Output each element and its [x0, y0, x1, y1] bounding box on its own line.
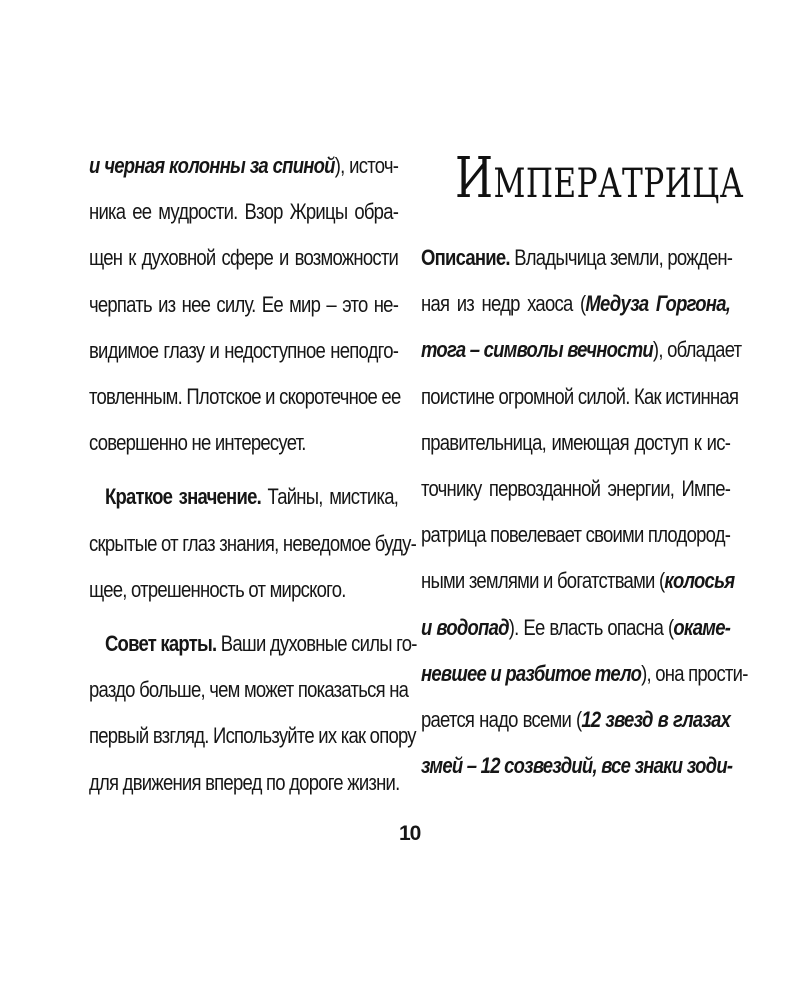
body-text: ), обладает	[652, 337, 742, 363]
emphasis-text: тога – символы вечности	[421, 337, 653, 363]
page-number: 10	[399, 822, 421, 845]
body-text: ная из недр хаоса (	[421, 291, 586, 317]
body-text: ника ее мудрости. Взор Жрицы обра-	[89, 199, 399, 225]
text-line	[421, 420, 730, 466]
text-line	[89, 374, 401, 420]
left-column	[89, 143, 417, 806]
title-text: ИМПЕРАТРИЦА	[455, 146, 744, 211]
text-line	[421, 374, 739, 420]
emphasis-text: невшее и разбитое тело	[421, 660, 642, 686]
body-text: правительница, имеющая доступ к ис-	[421, 429, 731, 455]
text-line	[421, 512, 730, 558]
emphasis-text: Медуза Горгона,	[585, 291, 731, 317]
text-line	[421, 605, 730, 651]
short-meaning-line: щее, отрешенность от мирского.	[89, 576, 346, 602]
text-line	[89, 282, 398, 328]
description-label: Описание.	[421, 245, 515, 270]
text-line	[421, 651, 748, 697]
text-line	[421, 235, 733, 281]
emphasis-text: и черная колонны за спиной	[89, 153, 335, 178]
body-text: черпать из нее силу. Ее мир – это не-	[89, 291, 399, 317]
card-advice-line: раздо больше, чем может показаться на	[89, 677, 409, 703]
text-line	[421, 327, 742, 373]
body-text: ), источ-	[334, 153, 399, 178]
body-text: ), она прости-	[641, 660, 748, 686]
body-text: точнику первозданной энергии, Импе-	[421, 476, 731, 502]
card-advice-label: Совет карты.	[104, 631, 217, 657]
section-title-empress	[455, 146, 744, 211]
body-text: совершенно не интересует.	[89, 430, 306, 456]
body-text: Владычица земли, рожден-	[514, 245, 733, 270]
paragraph-priestess-continued	[89, 143, 401, 466]
right-column	[421, 235, 748, 789]
text-line	[421, 697, 730, 743]
text-line	[421, 743, 733, 789]
short-meaning-label: Краткое значение.	[104, 484, 261, 510]
text-line	[421, 558, 735, 604]
emphasis-text: 12 звезд в глазах	[581, 707, 731, 733]
text-line	[89, 143, 398, 189]
text-line	[89, 420, 398, 466]
emphasis-text: окаме-	[673, 614, 731, 640]
card-advice-line: первый взгляд. Используйте их как опору	[89, 723, 416, 749]
paragraph-card-advice	[89, 621, 417, 806]
body-text: поистине огромной силой. Как истинная	[421, 383, 739, 409]
card-advice-line: Совет карты. Ваши духовные силы го-	[104, 631, 417, 657]
body-text: ). Ее власть опасна (	[508, 614, 674, 640]
text-line	[421, 281, 730, 327]
body-text: щен к духовной сфере и возможности	[89, 245, 399, 271]
body-text: ными землями и богатствами (	[421, 568, 665, 594]
text-line	[421, 466, 730, 512]
text-line	[89, 235, 398, 281]
card-advice-line: для движения вперед по дороге жизни.	[89, 769, 400, 795]
text-line	[89, 328, 398, 374]
paragraph-short-meaning	[89, 474, 416, 613]
short-meaning-line: Краткое значение. Тайны, мистика,	[104, 484, 399, 510]
body-text: товленным. Плотское и скоротечное ее	[89, 384, 401, 410]
body-text: видимое глазу и недоступное неподго-	[89, 337, 399, 363]
short-meaning-line: скрытые от глаз знания, неведомое буду-	[89, 530, 416, 556]
emphasis-text: и водопад	[421, 614, 509, 640]
text-line	[89, 189, 398, 235]
body-text: ратрица повелевает своими плодород-	[421, 522, 731, 548]
paragraph-empress-description	[421, 235, 748, 789]
emphasis-text: змей – 12 созвездий, все знаки зоди-	[421, 753, 733, 779]
body-text: рается надо всеми (	[421, 707, 582, 733]
emphasis-text: колосья	[664, 568, 735, 594]
